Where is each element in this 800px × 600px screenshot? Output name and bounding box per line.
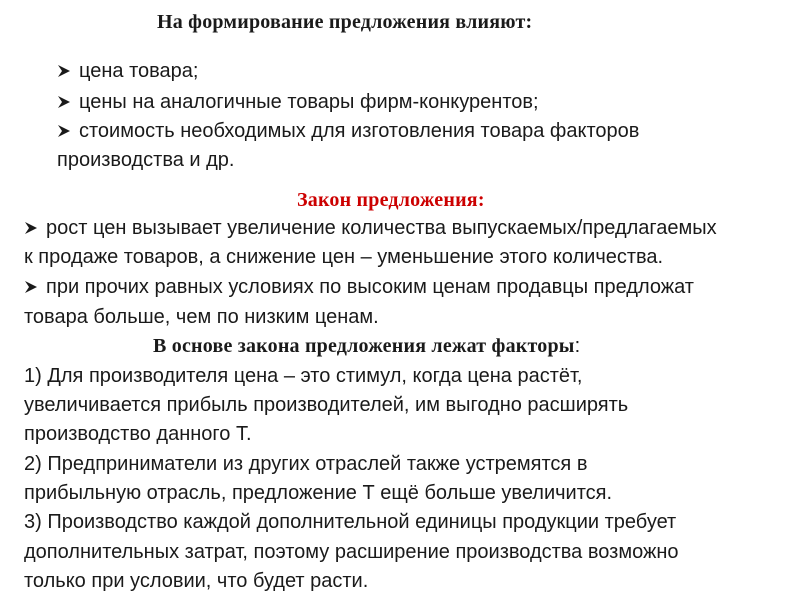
factor-item xyxy=(57,90,539,114)
factor-text-continuation: производства и др. xyxy=(57,149,235,171)
law-text-continuation: товара больше, чем по низким ценам. xyxy=(24,306,379,328)
law-item xyxy=(24,216,717,240)
basis-line: дополнительных затрат, поэтому расширение производства возможно xyxy=(24,541,679,563)
factor-text: стоимость необходимых для изготовления товара факторов xyxy=(79,120,640,142)
basis-line: прибыльную отрасль, предложение Т ещё больше увеличится. xyxy=(24,482,613,504)
law-text: при прочих равных условиях по высоким ценам продавцы предложат xyxy=(46,276,694,298)
factor-text: цена товара; xyxy=(79,60,199,82)
basis-line: 1) Для производителя цена – это стимул, когда цена растёт, xyxy=(24,365,583,387)
factor-text: цены на аналогичные товары фирм-конкурентов; xyxy=(79,91,539,113)
factors-title: На формирование предложения влияют: xyxy=(157,11,533,33)
law-text-continuation: к продаже товаров, а снижение цен – уменьшение этого количества. xyxy=(24,246,664,268)
basis-title-row xyxy=(153,334,580,358)
basis-title-colon: : xyxy=(574,335,581,357)
law-title: Закон предложения: xyxy=(297,189,485,211)
factor-item xyxy=(57,119,639,143)
arrowhead-bullet-icon xyxy=(57,95,71,109)
basis-line: производство данного Т. xyxy=(24,423,252,445)
basis-line: увеличивается прибыль производителей, им выгодно расширять xyxy=(24,394,629,416)
arrowhead-bullet-icon xyxy=(57,124,71,138)
basis-line: 2) Предприниматели из других отраслей также устремятся в xyxy=(24,453,588,475)
arrowhead-bullet-icon xyxy=(24,221,38,235)
law-text: рост цен вызывает увеличение количества выпускаемых/предлагаемых xyxy=(46,217,717,239)
basis-line: 3) Производство каждой дополнительной единицы продукции требует xyxy=(24,511,677,533)
arrowhead-bullet-icon xyxy=(24,280,38,294)
law-item xyxy=(24,275,694,299)
basis-title: В основе закона предложения лежат факторы xyxy=(153,335,575,357)
arrowhead-bullet-icon xyxy=(57,64,71,78)
basis-line: только при условии, что будет расти. xyxy=(24,570,369,592)
factor-item xyxy=(57,59,198,83)
